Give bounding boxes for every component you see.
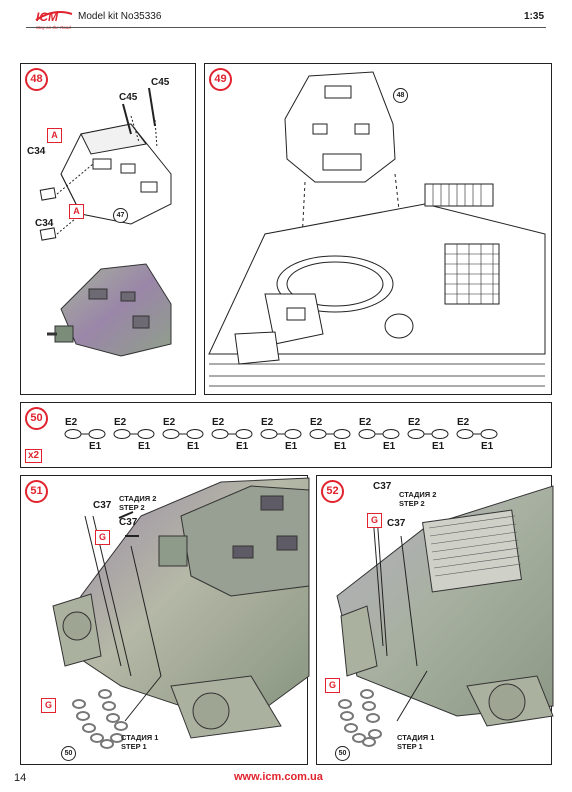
hull-rear-drawing	[317, 476, 553, 766]
stage-1-label-ru: СТАДИЯ 1	[121, 733, 159, 742]
quantity-multiplier: x2	[25, 449, 42, 463]
kit-title: Model kit No35336	[78, 11, 162, 22]
part-label-e2: E2	[212, 417, 225, 428]
stage-1-label-ru: СТАДИЯ 1	[397, 733, 435, 742]
part-label-c37: C37	[373, 481, 392, 492]
track-link-e1	[481, 430, 497, 439]
part-label-e2: E2	[457, 417, 470, 428]
track-link-e1	[285, 430, 301, 439]
step-51-panel	[20, 475, 308, 765]
part-label-e2: E2	[114, 417, 127, 428]
track-link-e2	[65, 430, 81, 439]
track-link-e2	[261, 430, 277, 439]
hull-turret-placement-drawing	[205, 64, 553, 396]
header-rule	[26, 27, 546, 28]
part-label-e2: E2	[408, 417, 421, 428]
brand-name: ICM	[36, 10, 58, 24]
track-link-e1	[334, 430, 350, 439]
track-link-e1	[383, 430, 399, 439]
track-link-e1	[89, 430, 105, 439]
step-50-panel	[20, 402, 552, 468]
stage-1-label-en: STEP 1	[397, 742, 423, 751]
reference-step-48: 48	[393, 88, 408, 103]
track-link-e2	[163, 430, 179, 439]
icm-logo	[34, 6, 74, 34]
step-number: 49	[209, 68, 232, 91]
paint-tag-g: G	[41, 698, 56, 713]
step-48-panel	[20, 63, 196, 395]
part-label-e1: E1	[334, 441, 347, 452]
part-label-e2: E2	[359, 417, 372, 428]
stage-1-label-en: STEP 1	[121, 742, 147, 751]
header	[0, 0, 572, 40]
track-link-e2	[359, 430, 375, 439]
part-label-e1: E1	[187, 441, 200, 452]
stage-2-label-ru: СТАДИЯ 2	[399, 490, 437, 499]
stage-2-label-ru: СТАДИЯ 2	[119, 494, 157, 503]
track-link-e1	[432, 430, 448, 439]
stage-2-label-en: STEP 2	[119, 503, 145, 512]
step-number: 52	[321, 480, 344, 503]
track-link-e2	[310, 430, 326, 439]
track-link-e1	[236, 430, 252, 439]
reference-step-50: 50	[61, 746, 76, 761]
track-link-e2	[408, 430, 424, 439]
step-number: 48	[25, 68, 48, 91]
part-label-c34: C34	[27, 146, 46, 157]
part-label-e1: E1	[236, 441, 249, 452]
track-link-e2	[457, 430, 473, 439]
track-link-e1	[187, 430, 203, 439]
turret-exploded-drawing	[21, 64, 197, 396]
page-number: 14	[14, 772, 27, 784]
track-link-e2	[114, 430, 130, 439]
part-label-e2: E2	[310, 417, 323, 428]
website-link[interactable]: www.icm.com.ua	[234, 771, 323, 783]
paint-tag-g: G	[325, 678, 340, 693]
part-label-c34: C34	[35, 218, 54, 229]
part-label-e1: E1	[432, 441, 445, 452]
part-label-e1: E1	[89, 441, 102, 452]
part-label-e1: E1	[481, 441, 494, 452]
step-49-panel	[204, 63, 552, 395]
stage-2-label-en: STEP 2	[399, 499, 425, 508]
part-label-e1: E1	[285, 441, 298, 452]
paint-tag-a: A	[47, 128, 62, 143]
part-label-c45: C45	[151, 77, 170, 88]
part-label-e2: E2	[163, 417, 176, 428]
paint-tag-g: G	[367, 513, 382, 528]
part-label-e1: E1	[138, 441, 151, 452]
part-label-e1: E1	[383, 441, 396, 452]
reference-step-50: 50	[335, 746, 350, 761]
step-number: 51	[25, 480, 48, 503]
part-label-e2: E2	[65, 417, 78, 428]
track-link-chain	[21, 403, 553, 469]
step-52-panel	[316, 475, 552, 765]
track-link-e2	[212, 430, 228, 439]
track-link-e1	[138, 430, 154, 439]
part-label-e2: E2	[261, 417, 274, 428]
hull-front-drawing	[21, 476, 309, 766]
kit-scale: 1:35	[524, 11, 545, 22]
step-number: 50	[25, 407, 48, 430]
part-label-c37: C37	[93, 500, 112, 511]
part-label-c37: C37	[387, 518, 406, 529]
paint-tag-a: A	[69, 204, 84, 219]
part-label-c45: C45	[119, 92, 138, 103]
paint-tag-g: G	[95, 530, 110, 545]
part-label-c37: C37	[119, 517, 138, 528]
reference-step-47: 47	[113, 208, 128, 223]
